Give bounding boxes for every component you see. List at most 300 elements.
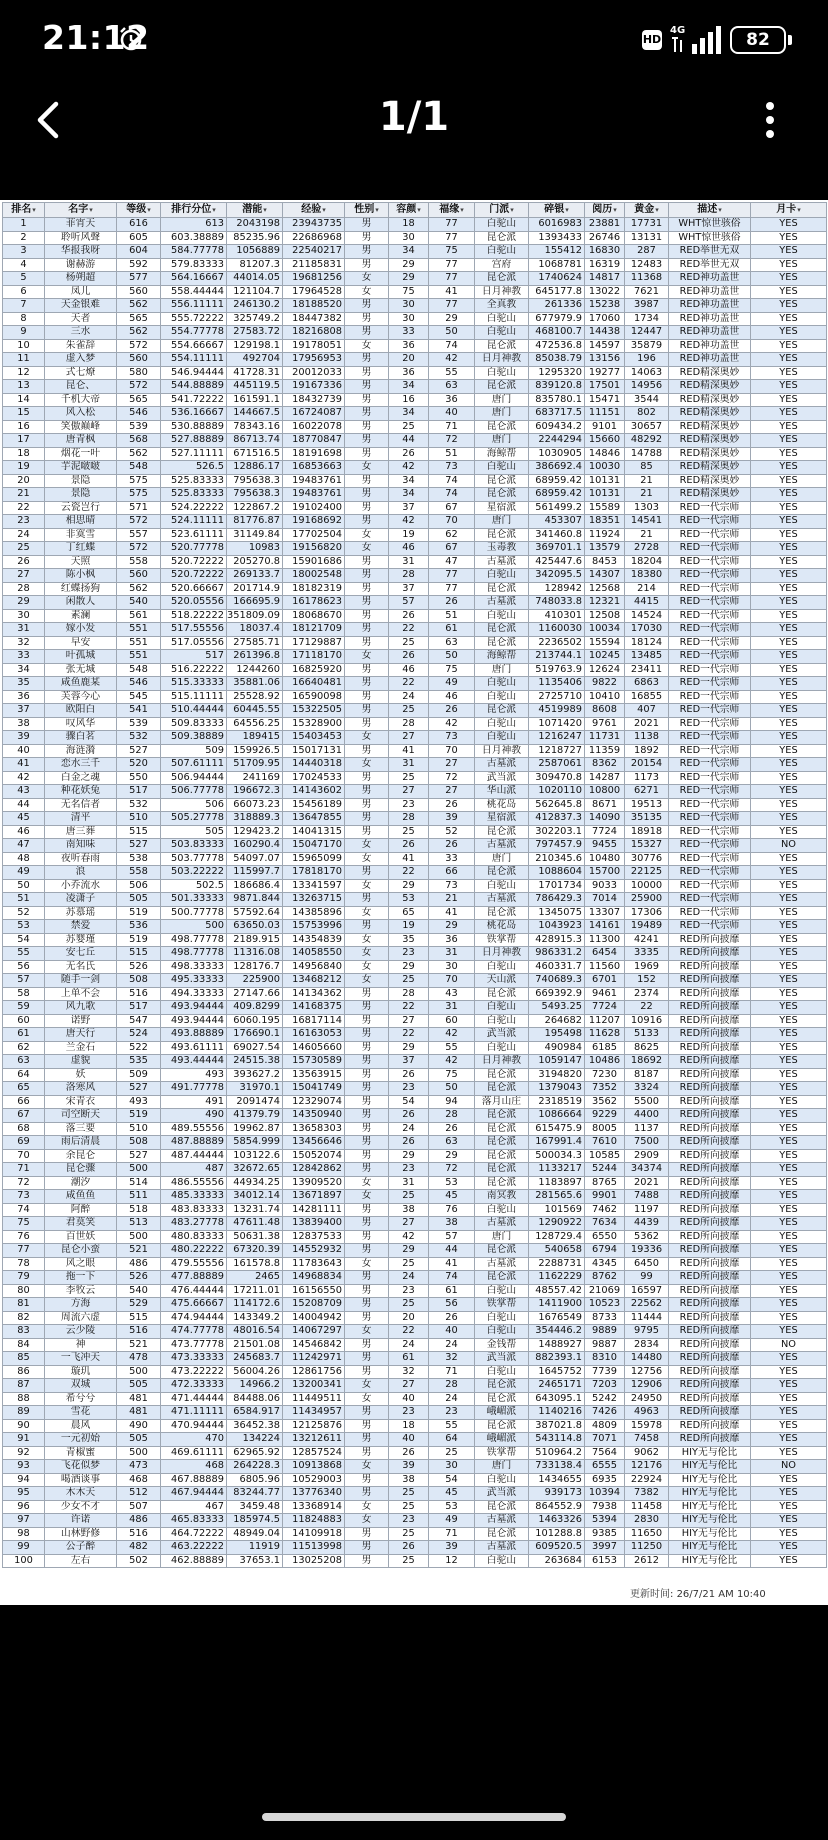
table-cell: 15594 — [585, 636, 625, 650]
table-cell: 44014.05 — [227, 272, 283, 286]
table-row — [3, 1109, 827, 1123]
table-cell: 467.88889 — [161, 1473, 227, 1487]
table-cell: 方海 — [45, 1298, 117, 1312]
table-cell: 29 — [389, 272, 429, 286]
table-cell: 73 — [3, 1190, 45, 1204]
table-cell: 古墓派 — [475, 758, 529, 772]
table-cell: 1173 — [625, 771, 669, 785]
battery-tip — [788, 35, 792, 45]
table-cell: 14168375 — [283, 1001, 345, 1015]
filter-dropdown-icon: ▾ — [32, 206, 36, 214]
table-cell: 63650.03 — [227, 920, 283, 934]
table-cell: 572 — [117, 515, 161, 529]
table-cell: 1137 — [625, 1122, 669, 1136]
table-cell: 86 — [3, 1365, 45, 1379]
table-cell: 176690.1 — [227, 1028, 283, 1042]
table-cell: 昆仑派 — [475, 582, 529, 596]
table-cell: YES — [751, 650, 827, 664]
table-cell: 璇玑 — [45, 1365, 117, 1379]
table-cell: 8453 — [585, 555, 625, 569]
table-cell: 83244.77 — [227, 1487, 283, 1501]
table-cell: 2612 — [625, 1554, 669, 1568]
table-cell: 女 — [345, 1325, 389, 1339]
table-cell: 50 — [429, 1082, 475, 1096]
table-cell: 351809.09 — [227, 609, 283, 623]
table-cell: 男 — [345, 299, 389, 313]
table-cell: 468 — [161, 1460, 227, 1474]
table-cell: 一飞冲天 — [45, 1352, 117, 1366]
table-cell: 华山派 — [475, 785, 529, 799]
table-cell: 37 — [389, 501, 429, 515]
table-cell: 2587061 — [529, 758, 585, 772]
table-cell: RED一代宗师 — [669, 609, 751, 623]
table-cell: 5 — [3, 272, 45, 286]
table-row — [3, 960, 827, 974]
table-cell: 245683.7 — [227, 1352, 283, 1366]
table-cell: 5133 — [625, 1028, 669, 1042]
table-cell: RED一代宗师 — [669, 798, 751, 812]
table-cell: 25 — [429, 1446, 475, 1460]
table-cell: 男 — [345, 420, 389, 434]
table-cell: 男 — [345, 1217, 389, 1231]
table-cell: 67 — [429, 501, 475, 515]
table-cell: 503.77778 — [161, 852, 227, 866]
table-cell: 580 — [117, 366, 161, 380]
table-cell: 12483 — [625, 258, 669, 272]
table-cell: HIY无与伦比 — [669, 1460, 751, 1474]
table-cell: 男 — [345, 1271, 389, 1285]
table-cell: 342095.5 — [529, 569, 585, 583]
table-cell: 517 — [117, 1001, 161, 1015]
table-cell: 795638.3 — [227, 488, 283, 502]
table-cell: 27585.71 — [227, 636, 283, 650]
table-cell: 476.44444 — [161, 1284, 227, 1298]
table-row — [3, 623, 827, 637]
table-cell: 73 — [429, 461, 475, 475]
table-row — [3, 690, 827, 704]
table-cell: 古墓派 — [475, 596, 529, 610]
viewer-toolbar — [0, 80, 828, 190]
table-cell: 18068670 — [283, 609, 345, 623]
table-row — [3, 231, 827, 245]
table-cell: 男 — [345, 569, 389, 583]
table-cell: 25900 — [625, 893, 669, 907]
table-cell: 26 — [389, 1136, 429, 1150]
column-header — [389, 203, 429, 218]
table-cell: 550 — [117, 771, 161, 785]
table-cell: 78343.16 — [227, 420, 283, 434]
column-header — [585, 203, 625, 218]
table-cell: 36 — [3, 690, 45, 704]
table-cell: 7458 — [625, 1433, 669, 1447]
table-cell: 男 — [345, 1149, 389, 1163]
table-cell: 昆仑骤 — [45, 1163, 117, 1177]
table-cell: 548 — [117, 663, 161, 677]
table-cell: 103122.6 — [227, 1149, 283, 1163]
table-cell: 161591.1 — [227, 393, 283, 407]
table-cell: YES — [751, 299, 827, 313]
table-cell: 8 — [3, 312, 45, 326]
table-cell: 19168692 — [283, 515, 345, 529]
table-cell: 女 — [345, 974, 389, 988]
table-cell: YES — [751, 1014, 827, 1028]
table-cell: 95 — [3, 1487, 45, 1501]
table-cell: 35881.06 — [227, 677, 283, 691]
table-cell: 16319 — [585, 258, 625, 272]
table-cell: 309470.8 — [529, 771, 585, 785]
table-cell: 55 — [429, 366, 475, 380]
table-row — [3, 1041, 827, 1055]
table-cell: 505.27778 — [161, 812, 227, 826]
table-cell: 25 — [389, 420, 429, 434]
table-cell: RED一代宗师 — [669, 825, 751, 839]
table-cell: YES — [751, 326, 827, 340]
table-cell: 白驼山 — [475, 326, 529, 340]
table-cell: 昆仑派 — [475, 380, 529, 394]
table-cell: 女 — [345, 1379, 389, 1393]
table-cell: 12861756 — [283, 1365, 345, 1379]
table-cell: 864552.9 — [529, 1500, 585, 1514]
table-cell: 女 — [345, 272, 389, 286]
table-cell: 女 — [345, 852, 389, 866]
table-cell: RED所向披靡 — [669, 1176, 751, 1190]
table-cell: 武当派 — [475, 1487, 529, 1501]
table-cell: 28 — [429, 1109, 475, 1123]
table-cell: 81 — [3, 1298, 45, 1312]
table-cell: RED一代宗师 — [669, 920, 751, 934]
table-cell: 25 — [389, 974, 429, 988]
table-cell: 58 — [3, 987, 45, 1001]
table-cell: 6863 — [625, 677, 669, 691]
table-cell: 80 — [3, 1284, 45, 1298]
table-cell: 29 — [3, 596, 45, 610]
table-cell: 558.44444 — [161, 285, 227, 299]
table-cell: 11924 — [585, 528, 625, 542]
table-cell: 3997 — [585, 1541, 625, 1555]
table-cell: 486 — [117, 1257, 161, 1271]
table-row — [3, 407, 827, 421]
table-cell: 男 — [345, 812, 389, 826]
table-cell: YES — [751, 285, 827, 299]
table-cell: RED一代宗师 — [669, 582, 751, 596]
table-cell: 71 — [429, 1527, 475, 1541]
table-cell: YES — [751, 258, 827, 272]
table-cell: 460331.7 — [529, 960, 585, 974]
table-cell: YES — [751, 447, 827, 461]
table-cell: 41 — [3, 758, 45, 772]
table-cell: YES — [751, 272, 827, 286]
table-cell: 男 — [345, 1041, 389, 1055]
table-cell: 77 — [3, 1244, 45, 1258]
table-cell: 12837533 — [283, 1230, 345, 1244]
table-cell: RED所向披靡 — [669, 1311, 751, 1325]
table-cell: 1676549 — [529, 1311, 585, 1325]
table-cell: 519 — [117, 933, 161, 947]
table-cell: YES — [751, 677, 827, 691]
table-cell: 10131 — [585, 488, 625, 502]
table-cell: 12842862 — [283, 1163, 345, 1177]
filter-dropdown-icon: ▾ — [510, 206, 514, 214]
table-cell: 561 — [117, 609, 161, 623]
table-cell: 561499.2 — [529, 501, 585, 515]
table-cell: 35 — [3, 677, 45, 691]
table-cell: 520.72222 — [161, 555, 227, 569]
table-cell: 514 — [117, 1176, 161, 1190]
table-cell: 160290.4 — [227, 839, 283, 853]
table-cell: 14 — [3, 393, 45, 407]
table-cell: 26 — [389, 650, 429, 664]
table-cell: 11628 — [585, 1028, 625, 1042]
table-cell: 男 — [345, 312, 389, 326]
table-cell: YES — [751, 218, 827, 232]
home-indicator[interactable] — [262, 1813, 566, 1821]
table-cell: 1734 — [625, 312, 669, 326]
table-cell: 1133217 — [529, 1163, 585, 1177]
table-cell: 烟花一叶 — [45, 447, 117, 461]
table-row — [3, 326, 827, 340]
table-cell: 24 — [389, 690, 429, 704]
table-cell: 71 — [3, 1163, 45, 1177]
table-cell: 女 — [345, 906, 389, 920]
table-cell: 1086664 — [529, 1109, 585, 1123]
table-cell: 芙蓉今心 — [45, 690, 117, 704]
column-header-label: 排行分位 — [171, 204, 212, 215]
table-cell: YES — [751, 542, 827, 556]
table-cell: 546.94444 — [161, 366, 227, 380]
table-cell: 196672.3 — [227, 785, 283, 799]
table-cell: 女 — [345, 1514, 389, 1528]
table-cell: YES — [751, 1136, 827, 1150]
table-cell: 32672.65 — [227, 1163, 283, 1177]
table-cell: 19483761 — [283, 488, 345, 502]
table-row — [3, 798, 827, 812]
table-cell: 57592.64 — [227, 906, 283, 920]
table-cell: 18692 — [625, 1055, 669, 1069]
table-cell: 85235.96 — [227, 231, 283, 245]
table-cell: RED一代宗师 — [669, 650, 751, 664]
table-cell: 67 — [429, 542, 475, 556]
table-cell: 风之眼 — [45, 1257, 117, 1271]
table-cell: 468100.7 — [529, 326, 585, 340]
table-cell: 62 — [429, 528, 475, 542]
table-cell: 44 — [3, 798, 45, 812]
table-cell: 9761 — [585, 717, 625, 731]
table-row — [3, 1014, 827, 1028]
table-cell: 15327 — [625, 839, 669, 853]
table-cell: 72 — [429, 1163, 475, 1177]
table-cell: 晨风 — [45, 1419, 117, 1433]
table-cell: 白驼山 — [475, 1041, 529, 1055]
table-cell: 三水 — [45, 326, 117, 340]
table-cell: 34 — [389, 380, 429, 394]
filter-dropdown-icon: ▾ — [797, 206, 801, 214]
table-row — [3, 1460, 827, 1474]
table-cell: 547 — [117, 1014, 161, 1028]
table-cell: 昆仑派 — [475, 1122, 529, 1136]
table-cell: 21185831 — [283, 258, 345, 272]
table-cell: 536.16667 — [161, 407, 227, 421]
table-cell: 9229 — [585, 1109, 625, 1123]
table-cell: 15 — [3, 407, 45, 421]
table-cell: 565 — [117, 393, 161, 407]
table-cell: 禁爱 — [45, 920, 117, 934]
table-cell: 40 — [429, 1325, 475, 1339]
table-cell: 11783643 — [283, 1257, 345, 1271]
table-cell: 100 — [3, 1554, 45, 1568]
table-row — [3, 1257, 827, 1271]
table-cell: 500 — [117, 1365, 161, 1379]
table-cell: 470 — [161, 1433, 227, 1447]
table-cell: 478 — [117, 1352, 161, 1366]
table-body — [3, 218, 827, 1568]
table-cell: YES — [751, 609, 827, 623]
table-cell: 486 — [117, 1514, 161, 1528]
table-cell: 1969 — [625, 960, 669, 974]
table-cell: 490984 — [529, 1041, 585, 1055]
table-cell: 122867.2 — [227, 501, 283, 515]
table-cell: 日月神教 — [475, 353, 529, 367]
table-cell: 577 — [117, 272, 161, 286]
table-cell: 48292 — [625, 434, 669, 448]
table-cell: 1740624 — [529, 272, 585, 286]
table-cell: 493 — [117, 1095, 161, 1109]
table-cell: RED一代宗师 — [669, 677, 751, 691]
table-cell: 571 — [117, 501, 161, 515]
table-cell: RED一代宗师 — [669, 501, 751, 515]
table-cell: 205270.8 — [227, 555, 283, 569]
table-cell: 69027.54 — [227, 1041, 283, 1055]
table-cell: 84488.06 — [227, 1392, 283, 1406]
table-cell: 55 — [429, 1419, 475, 1433]
table-cell: 49 — [429, 677, 475, 691]
table-cell: 13456646 — [283, 1136, 345, 1150]
table-cell: RED所向披靡 — [669, 1055, 751, 1069]
table-cell: 10394 — [585, 1487, 625, 1501]
table-cell: YES — [751, 1041, 827, 1055]
table-cell: 473 — [117, 1460, 161, 1474]
table-cell: 芋泥啵啵 — [45, 461, 117, 475]
table-cell: 487 — [161, 1163, 227, 1177]
table-cell: 63 — [429, 1136, 475, 1150]
table-cell: 16597 — [625, 1284, 669, 1298]
table-cell: 7203 — [585, 1379, 625, 1393]
table-cell: 14552932 — [283, 1244, 345, 1258]
table-cell: 24 — [389, 1338, 429, 1352]
table-cell: 2374 — [625, 987, 669, 1001]
table-cell: 83 — [3, 1325, 45, 1339]
table-cell: YES — [751, 1514, 827, 1528]
table-cell: 男 — [345, 231, 389, 245]
table-cell: 22 — [389, 866, 429, 880]
table-cell: 28 — [389, 717, 429, 731]
table-cell: 509 — [117, 1068, 161, 1082]
table-cell: 1218727 — [529, 744, 585, 758]
table-cell: 493.44444 — [161, 1055, 227, 1069]
table-cell: 昆仑派 — [475, 488, 529, 502]
update-time-value: 26/7/21 AM 10:40 — [676, 1589, 766, 1600]
table-cell: 521 — [117, 1244, 161, 1258]
table-cell: 38 — [3, 717, 45, 731]
table-cell: 14161 — [585, 920, 625, 934]
table-cell: YES — [751, 947, 827, 961]
table-cell: 99 — [625, 1271, 669, 1285]
table-cell: 昆仑派 — [475, 339, 529, 353]
table-cell: 男 — [345, 501, 389, 515]
table-cell: 546 — [117, 407, 161, 421]
table-cell: 咸鱼鹿某 — [45, 677, 117, 691]
table-cell: YES — [751, 1122, 827, 1136]
table-cell: 482 — [117, 1541, 161, 1555]
table-cell: 75 — [429, 245, 475, 259]
table-cell: 18002548 — [283, 569, 345, 583]
table-cell: 68959.42 — [529, 488, 585, 502]
table-cell: 余昆仑 — [45, 1149, 117, 1163]
table-cell: 12756 — [625, 1365, 669, 1379]
table-cell: 女 — [345, 285, 389, 299]
table-cell: 517.55556 — [161, 623, 227, 637]
table-cell: 昆仑派 — [475, 623, 529, 637]
table-cell: YES — [751, 407, 827, 421]
table-cell: 341460.8 — [529, 528, 585, 542]
table-cell: 男 — [345, 717, 389, 731]
table-cell: 507.61111 — [161, 758, 227, 772]
table-cell: 19513 — [625, 798, 669, 812]
table-cell: 希兮兮 — [45, 1392, 117, 1406]
more-options-icon[interactable] — [764, 100, 776, 140]
table-cell: 77 — [429, 582, 475, 596]
table-cell: 白驼山 — [475, 609, 529, 623]
table-cell: 196 — [625, 353, 669, 367]
table-cell: 556.11111 — [161, 299, 227, 313]
table-row — [3, 515, 827, 529]
table-cell: 24 — [429, 1338, 475, 1352]
table-cell: 景隐 — [45, 474, 117, 488]
table-cell: YES — [751, 1230, 827, 1244]
table-cell: 桃花岛 — [475, 920, 529, 934]
table-cell: 71 — [429, 420, 475, 434]
table-cell: 古墓派 — [475, 1514, 529, 1528]
table-cell: 44934.25 — [227, 1176, 283, 1190]
table-cell: 15660 — [585, 434, 625, 448]
table-cell: 17118170 — [283, 650, 345, 664]
table-cell: 36 — [389, 366, 429, 380]
table-cell: RED一代宗师 — [669, 744, 751, 758]
table-cell: 14281111 — [283, 1203, 345, 1217]
table-cell: 302203.1 — [529, 825, 585, 839]
table-cell: 安七丘 — [45, 947, 117, 961]
table-cell: 51 — [429, 447, 475, 461]
column-header — [625, 203, 669, 218]
table-cell: 女 — [345, 1460, 389, 1474]
table-cell: YES — [751, 690, 827, 704]
table-cell: 1393433 — [529, 231, 585, 245]
table-row — [3, 717, 827, 731]
table-cell: 882393.1 — [529, 1352, 585, 1366]
table-cell: RED神功盖世 — [669, 339, 751, 353]
table-cell: 475.66667 — [161, 1298, 227, 1312]
table-cell: 4519989 — [529, 704, 585, 718]
table-cell: 昆仑派 — [475, 1527, 529, 1541]
table-cell: HIY无与伦比 — [669, 1500, 751, 1514]
table-cell: 548 — [117, 461, 161, 475]
table-cell: 10529003 — [283, 1473, 345, 1487]
table-cell: YES — [751, 663, 827, 677]
table-cell: 10000 — [625, 879, 669, 893]
table-row — [3, 1149, 827, 1163]
table-cell: 白驼山 — [475, 218, 529, 232]
table-cell: 13647855 — [283, 812, 345, 826]
table-cell: 36452.38 — [227, 1419, 283, 1433]
